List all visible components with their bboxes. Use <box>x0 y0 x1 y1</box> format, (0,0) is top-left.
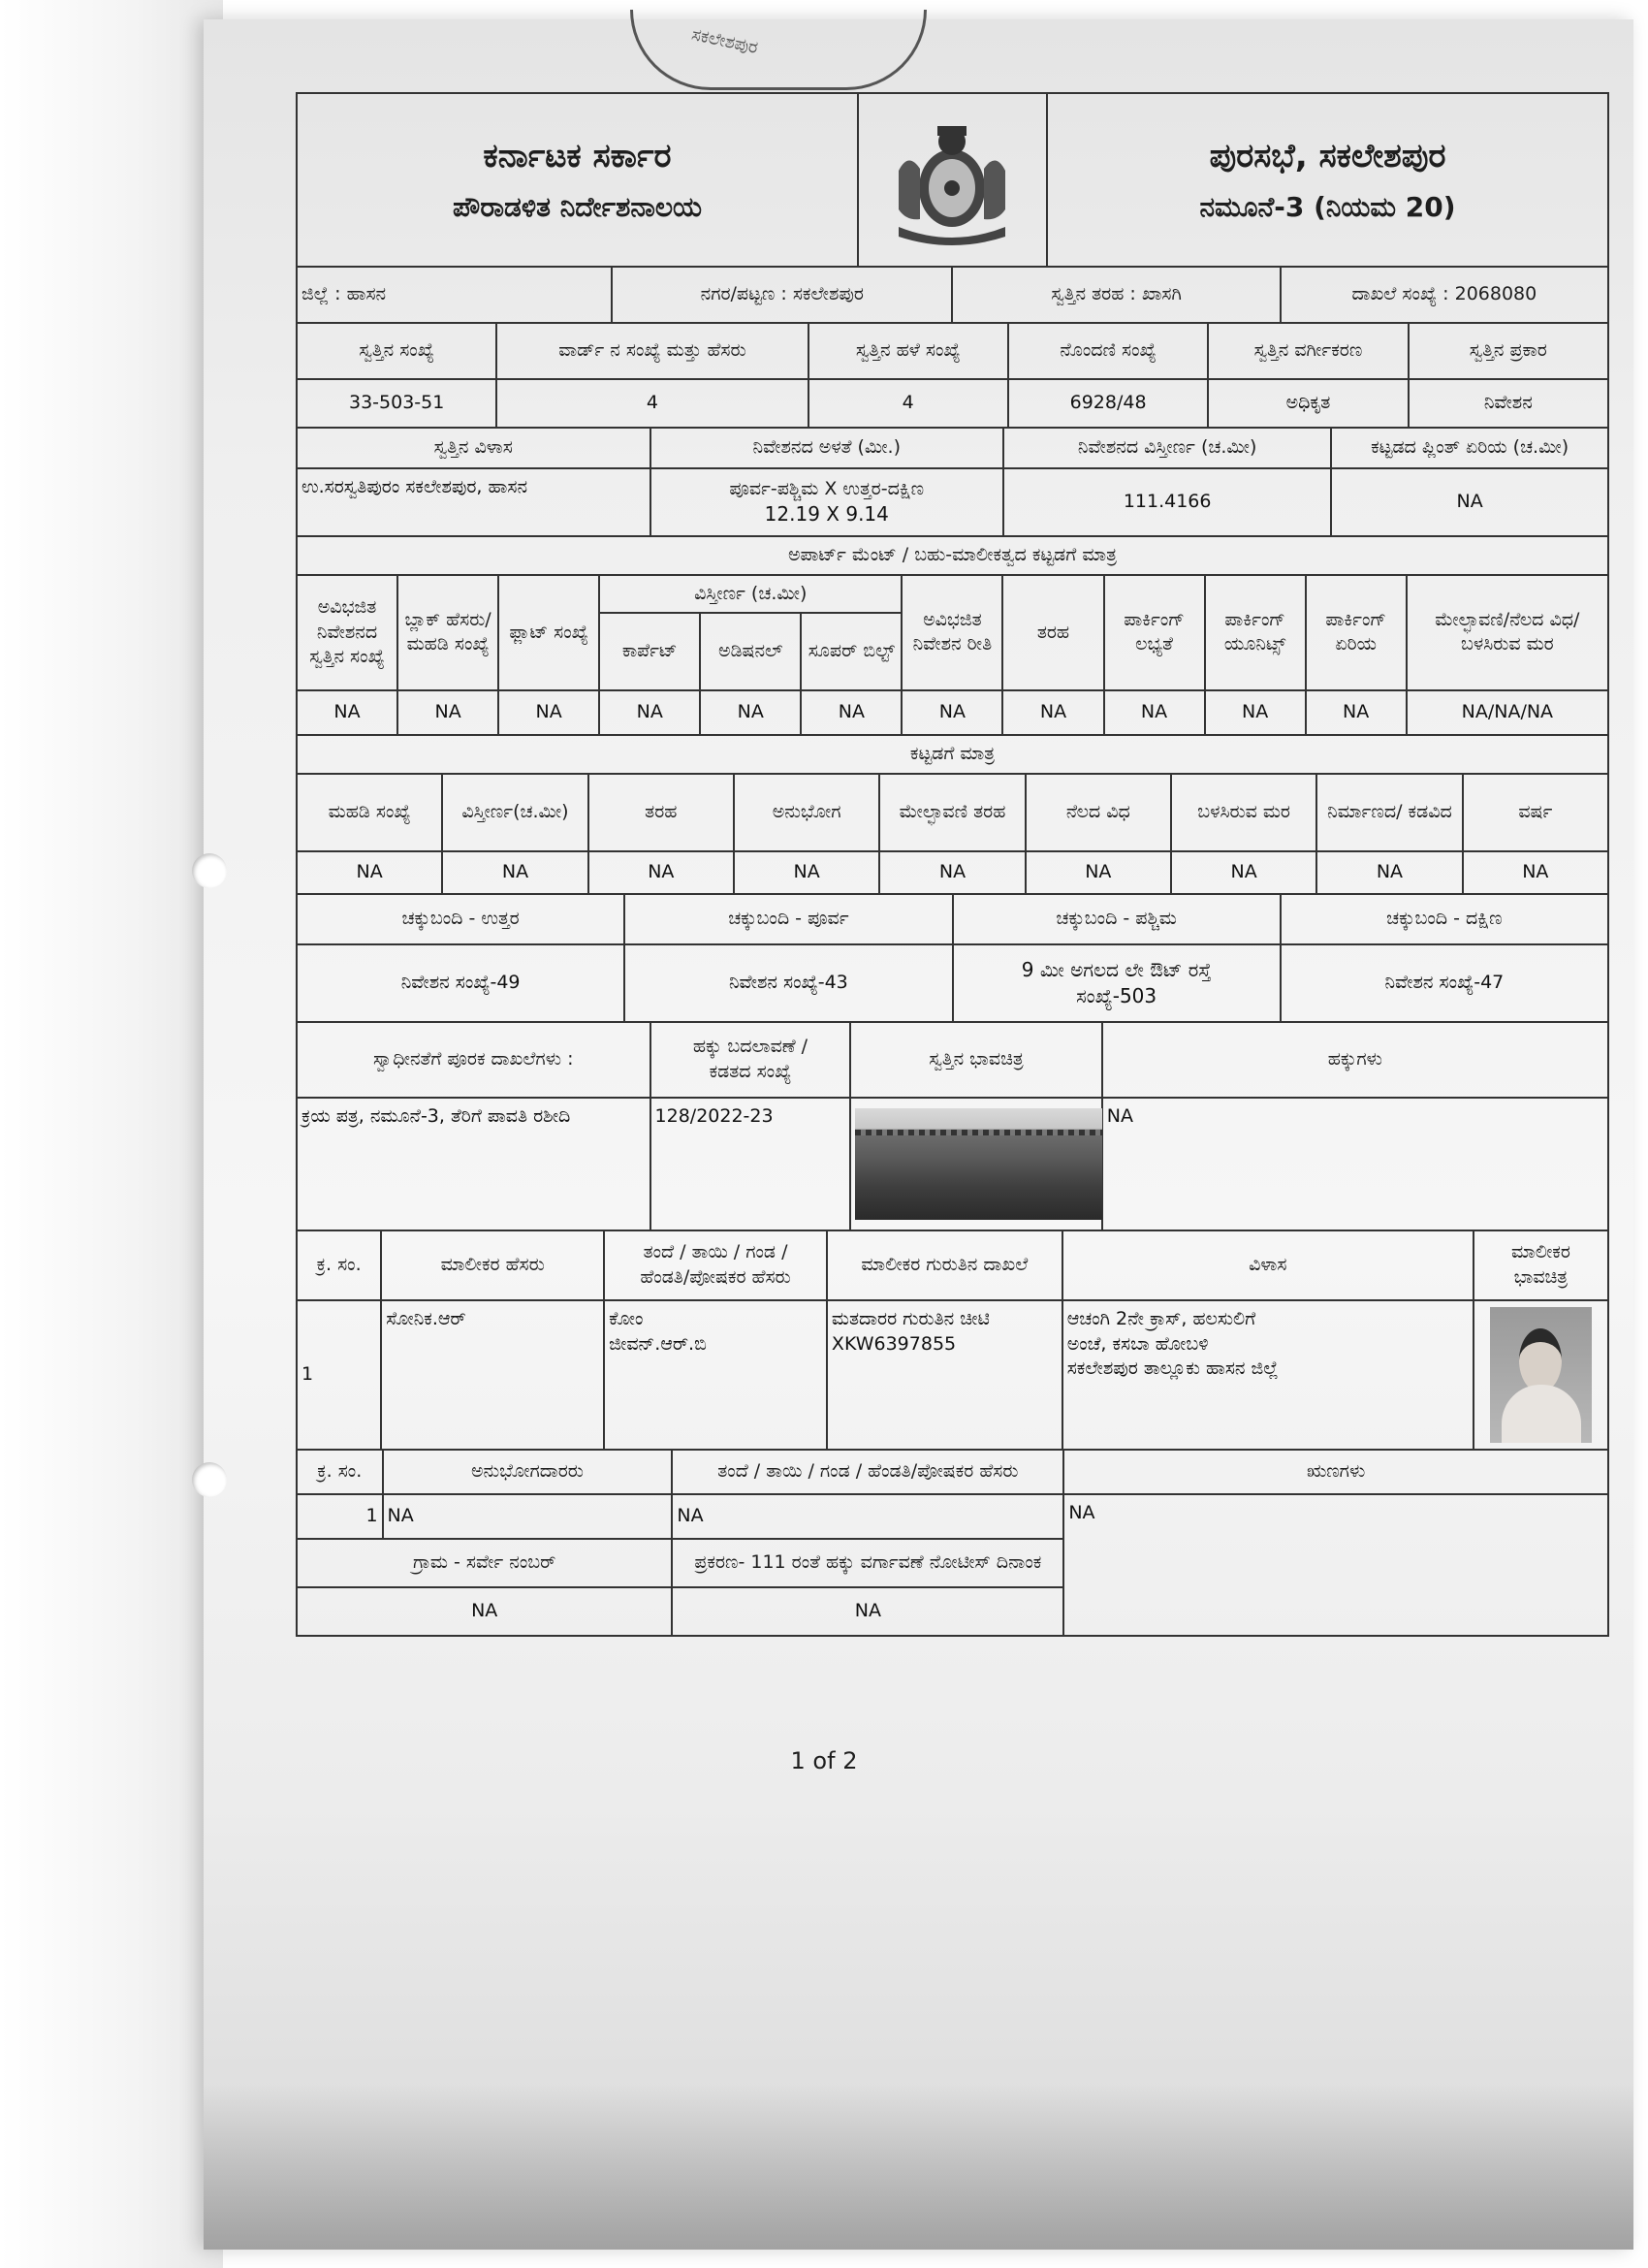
occupant-relation: NA <box>672 1494 1063 1539</box>
header-flat: ಫ್ಲಾಟ್ ಸಂಖ್ಯೆ <box>498 575 599 691</box>
header-west: ಚಕ್ಕುಬಂದಿ - ಪಶ್ಚಿಮ <box>953 894 1281 944</box>
occupants-table <box>296 1449 1609 1637</box>
transfer-file-number: 128/2022-23 <box>650 1098 851 1230</box>
apartment-value: NA <box>297 690 397 735</box>
owner-serial: 1 <box>297 1300 381 1450</box>
owner-relation-line: ಕೋಂ <box>609 1307 644 1329</box>
header-parking-units: ಪಾರ್ಕಿಂಗ್ ಯೂನಿಟ್ಸ್ <box>1205 575 1306 691</box>
header-east: ಚಕ್ಕುಬಂದಿ - ಪೂರ್ವ <box>624 894 952 944</box>
header-floor-area: ವಿಸ್ತೀರ್ಣ(ಚ.ಮೀ) <box>442 774 587 851</box>
dimension-value: 12.19 X 9.14 <box>764 502 889 527</box>
building-value: NA <box>879 851 1025 894</box>
header-photo-line: ಭಾವಚಿತ್ರ <box>1513 1265 1569 1288</box>
header-left <box>297 93 858 267</box>
liabilities: NA <box>1063 1494 1608 1636</box>
notice-date: NA <box>672 1587 1063 1636</box>
occupant-serial: 1 <box>297 1494 383 1539</box>
header-address: ಸ್ವತ್ತಿನ ವಿಳಾಸ <box>297 428 650 468</box>
owner-id-type: ಮತದಾರರ ಗುರುತಿನ ಚೀಟಿ <box>831 1307 990 1329</box>
apartment-section-title: ಅಪಾರ್ಟ್ ಮೆಂಟ್ / ಬಹು-ಮಾಲೀಕತ್ವದ ಕಟ್ಟಡಗೆ ಮಾತ್ರ <box>297 536 1608 575</box>
building-value: NA <box>734 851 879 894</box>
boundary-west-line: ಸಂಖ್ಯೆ-503 <box>1076 983 1157 1007</box>
scan-shadow-bottom <box>204 2085 1633 2250</box>
seal-text: ಸಕಲೇಶಪುರ <box>689 24 760 58</box>
header-north: ಚಕ್ಕುಬಂದಿ - ಉತ್ತರ <box>297 894 624 944</box>
header-occupant: ಅನುಭೋಗದಾರರು <box>383 1450 673 1494</box>
owner-photo <box>1490 1307 1592 1443</box>
property-kind: ಸ್ವತ್ತಿನ ತರಹ : ಖಾಸಗಿ <box>952 267 1280 323</box>
header-right <box>1047 93 1608 267</box>
header-parking-area: ಪಾರ್ಕಿಂಗ್ ಏರಿಯ <box>1306 575 1407 691</box>
boundary-east: ನಿವೇಶನ ಸಂಖ್ಯೆ-43 <box>624 944 952 1022</box>
header-owner-address: ವಿಳಾಸ <box>1062 1230 1474 1300</box>
header-construction: ನಿರ್ಮಾಣದ/ ಕಡವಿದ <box>1316 774 1462 851</box>
header-owner-id: ಮಾಲೀಕರ ಗುರುತಿನ ದಾಖಲೆ <box>827 1230 1062 1300</box>
header-parent-property: ಅವಿಭಜಿತ ನಿವೇಶನದ ಸ್ವತ್ತಿನ ಸಂಖ್ಯೆ <box>297 575 397 691</box>
boundary-north: ನಿವೇಶನ ಸಂಖ್ಯೆ-49 <box>297 944 624 1022</box>
karnataka-emblem-icon <box>879 112 1025 248</box>
header-survey-number: ಗ್ರಾಮ - ಸರ್ವೇ ನಂಬರ್ <box>297 1539 672 1587</box>
punch-hole <box>192 853 227 888</box>
header-emblem-cell <box>858 93 1047 267</box>
punch-hole <box>192 1462 227 1497</box>
header-supporting-docs: ಸ್ವಾಧೀನತೆಗೆ ಪೂರಕ ದಾಖಲೆಗಳು : <box>297 1022 650 1098</box>
apartment-value: NA <box>1104 690 1205 735</box>
scan-margin <box>0 0 223 2268</box>
seal-stamp <box>630 10 927 90</box>
header-type: ತರಹ <box>1002 575 1103 691</box>
header-plinth-area: ಕಟ್ಟಡದ ಪ್ಲಿಂತ್ ಏರಿಯ (ಚ.ಮೀ) <box>1331 428 1608 468</box>
header-registration-no: ನೊಂದಣಿ ಸಂಖ್ಯೆ <box>1008 323 1208 379</box>
owner-address-line: ಆಚಂಗಿ 2ನೇ ಕ್ರಾಸ್, ಹಲಸುಲಿಗೆ <box>1066 1307 1256 1329</box>
info-row <box>296 266 1609 324</box>
header-occupant-relation: ತಂದೆ / ತಾಯಿ / ಗಂಡ / ಹೆಂಡತಿ/ಪೋಷಕರ ಹೆಸರು <box>672 1450 1063 1494</box>
dimension-label: ಪೂರ್ವ-ಪಶ್ಚಿಮ X ಉತ್ತರ-ದಕ್ಷಿಣ <box>729 477 925 499</box>
building-value: NA <box>297 851 442 894</box>
apartment-value: NA/NA/NA <box>1407 690 1608 735</box>
header-transfer-line: ಹಕ್ಕು ಬದಲಾವಣೆ / <box>692 1036 808 1058</box>
building-section-title: ಕಟ್ಟಡಗೆ ಮಾತ್ರ <box>297 735 1608 774</box>
owner-relation-line: ಜೀವನ್.ಆರ್.ಬಿ <box>609 1332 707 1355</box>
header-floor-type: ನೆಲದ ವಿಧ <box>1026 774 1171 851</box>
owner-photo-cell <box>1474 1300 1608 1450</box>
header-super-built: ಸೂಪರ್ ಬಿಲ್ಟ್ <box>801 613 902 690</box>
header-dimensions: ನಿವೇಶನದ ಅಳತೆ (ಮೀ.) <box>650 428 1004 468</box>
header-transfer-line: ಕಡತದ ಸಂಖ್ಯೆ <box>709 1060 792 1082</box>
boundary-south: ನಿವೇಶನ ಸಂಖ್ಯೆ-47 <box>1281 944 1608 1022</box>
dimensions-cell <box>650 468 1004 536</box>
header-owner-name: ಮಾಲೀಕರ ಹೆಸರು <box>381 1230 604 1300</box>
header-undivided: ಅವಿಭಜಿತ ನಿವೇಶನ ರೀತಿ <box>902 575 1002 691</box>
record-number: ದಾಖಲೆ ಸಂಖ್ಯೆ : 2068080 <box>1281 267 1608 323</box>
property-type: ನಿವೇಶನ <box>1409 379 1608 428</box>
documents-table <box>296 1021 1609 1231</box>
property-certificate <box>296 92 1609 1637</box>
building-value: NA <box>1171 851 1316 894</box>
municipality-title: ಪುರಸಭೆ, ಸಕಲೇಶಪುರ <box>1209 136 1446 176</box>
owner-address-line: ಸಕಲೇಶಪುರ ತಾಲ್ಲೂಕು ಹಾಸನ ಜಿಲ್ಲೆ <box>1066 1358 1279 1380</box>
header-carpet: ಕಾರ್ಪೆಟ್ <box>599 613 700 690</box>
property-address: ಉ.ಸರಸ್ವತಿಪುರಂ ಸಕಲೇಶಪುರ, ಹಾಸನ <box>297 468 650 536</box>
header-building-type: ತರಹ <box>588 774 734 851</box>
boundary-west <box>953 944 1281 1022</box>
header-roof-type: ಮೇಲ್ಛಾವಣಿ ತರಹ <box>879 774 1025 851</box>
owner-relation <box>604 1300 827 1450</box>
govt-title: ಕರ್ನಾಟಕ ಸರ್ಕಾರ <box>483 136 672 176</box>
building-value: NA <box>442 851 587 894</box>
apartment-value: NA <box>1002 690 1103 735</box>
header-notice-date: ಪ್ರಕರಣ- 111 ರಂತೆ ಹಕ್ಕು ವರ್ಗಾವಣೆ ನೋಟೀಸ್ ದಿನಾಂಕ <box>672 1539 1063 1587</box>
building-value: NA <box>588 851 734 894</box>
header-property-photo: ಸ್ವತ್ತಿನ ಭಾವಚಿತ್ರ <box>850 1022 1101 1098</box>
header-parking-availability: ಪಾರ್ಕಿಂಗ್ ಲಭ್ಯತೆ <box>1104 575 1205 691</box>
header-photo-line: ಮಾಲೀಕರ <box>1510 1241 1570 1263</box>
town: ನಗರ/ಪಟ್ಟಣ : ಸಕಲೇಶಪುರ <box>612 267 952 323</box>
building-value: NA <box>1026 851 1171 894</box>
form-number: ನಮೂನೆ-3 (ನಿಯಮ 20) <box>1199 190 1456 223</box>
header-old-no: ಸ್ವತ್ತಿನ ಹಳೆ ಸಂಖ್ಯೆ <box>808 323 1008 379</box>
district: ಜಿಲ್ಲೆ : ಹಾಸನ <box>297 267 612 323</box>
header-classification: ಸ್ವತ್ತಿನ ವರ್ಗೀಕರಣ <box>1208 323 1408 379</box>
address-table <box>296 427 1609 537</box>
header-ward: ವಾರ್ಡ್ ನ ಸಂಖ್ಯೆ ಮತ್ತು ಹೆಸರು <box>496 323 808 379</box>
owner-address <box>1062 1300 1474 1450</box>
property-number: 33-503-51 <box>297 379 496 428</box>
apartment-value: NA <box>498 690 599 735</box>
supporting-docs: ಕ್ರಯ ಪತ್ರ, ನಮೂನೆ-3, ತೆರಿಗೆ ಪಾವತಿ ರಶೀದಿ <box>297 1098 650 1230</box>
header-table <box>296 92 1609 268</box>
header-liabilities: ಋಣಗಳು <box>1063 1450 1608 1494</box>
site-area: 111.4166 <box>1003 468 1331 536</box>
registration-number: 6928/48 <box>1008 379 1208 428</box>
rights: NA <box>1102 1098 1608 1230</box>
header-floor-no: ಮಹಡಿ ಸಂಖ್ಯೆ <box>297 774 442 851</box>
header-owner-photo <box>1474 1230 1608 1300</box>
header-roof-floor-wood: ಮೇಲ್ಛಾವಣಿ/ನೆಲದ ವಿಧ/ಬಳಸಿರುವ ಮರ <box>1407 575 1608 691</box>
boundary-west-line: 9 ಮೀ ಅಗಲದ ಲೇ ಔಟ್ ರಸ್ತೆ <box>1021 957 1212 981</box>
survey-number: NA <box>297 1587 672 1636</box>
header-wood-used: ಬಳಸಿರುವ ಮರ <box>1171 774 1316 851</box>
owner-name: ಸೋನಿಕ.ಆರ್ <box>381 1300 604 1450</box>
apartment-value: NA <box>1205 690 1306 735</box>
owners-table <box>296 1230 1609 1451</box>
header-relation <box>604 1230 827 1300</box>
apartment-value: NA <box>700 690 801 735</box>
property-photo-cell <box>850 1098 1101 1230</box>
apartment-value: NA <box>599 690 700 735</box>
header-site-area: ನಿವೇಶನದ ವಿಸ್ತೀರ್ಣ (ಚ.ಮೀ) <box>1003 428 1331 468</box>
header-area: ವಿಸ್ತೀರ್ಣ (ಚ.ಮೀ) <box>599 575 902 614</box>
header-relation-line: ತಂದೆ / ತಾಯಿ / ಗಂಡ / <box>643 1241 788 1263</box>
apartment-value: NA <box>902 690 1002 735</box>
apartment-value: NA <box>397 690 498 735</box>
header-property-no: ಸ್ವತ್ತಿನ ಸಂಖ್ಯೆ <box>297 323 496 379</box>
owner-id-number: XKW6397855 <box>831 1332 957 1355</box>
owner-address-line: ಅಂಚೆ, ಕಸಬಾ ಹೋಬಳಿ <box>1066 1332 1209 1355</box>
boundaries-table <box>296 893 1609 1023</box>
ward-number: 4 <box>496 379 808 428</box>
occupant-name: NA <box>383 1494 673 1539</box>
property-id-table <box>296 322 1609 429</box>
classification: ಅಧಿಕೃತ <box>1208 379 1408 428</box>
header-serial: ಕ್ರ. ಸಂ. <box>297 1230 381 1300</box>
header-property-type: ಸ್ವತ್ತಿನ ಪ್ರಕಾರ <box>1409 323 1608 379</box>
property-photo <box>855 1108 1102 1220</box>
owner-id <box>827 1300 1062 1450</box>
header-year: ವರ್ಷ <box>1463 774 1608 851</box>
old-number: 4 <box>808 379 1008 428</box>
building-value: NA <box>1463 851 1608 894</box>
plinth-area: NA <box>1331 468 1608 536</box>
header-block: ಬ್ಲಾಕ್ ಹೆಸರು/ ಮಹಡಿ ಸಂಖ್ಯೆ <box>397 575 498 691</box>
page-number: 1 of 2 <box>790 1747 858 1774</box>
building-value: NA <box>1316 851 1462 894</box>
building-table <box>296 734 1609 895</box>
header-transfer-file <box>650 1022 851 1098</box>
header-south: ಚಕ್ಕುಬಂದಿ - ದಕ್ಷಿಣ <box>1281 894 1608 944</box>
apartment-value: NA <box>801 690 902 735</box>
header-relation-line: ಹೆಂಡತಿ/ಪೋಷಕರ ಹೆಸರು <box>640 1265 791 1288</box>
apartment-table <box>296 535 1609 736</box>
header-additional: ಅಡಿಷನಲ್ <box>700 613 801 690</box>
header-occupant-serial: ಕ್ರ. ಸಂ. <box>297 1450 383 1494</box>
apartment-value: NA <box>1306 690 1407 735</box>
directorate-title: ಪೌರಾಡಳಿತ ನಿರ್ದೇಶನಾಲಯ <box>452 190 702 223</box>
header-rights: ಹಕ್ಕುಗಳು <box>1102 1022 1608 1098</box>
header-usage: ಅನುಭೋಗ <box>734 774 879 851</box>
